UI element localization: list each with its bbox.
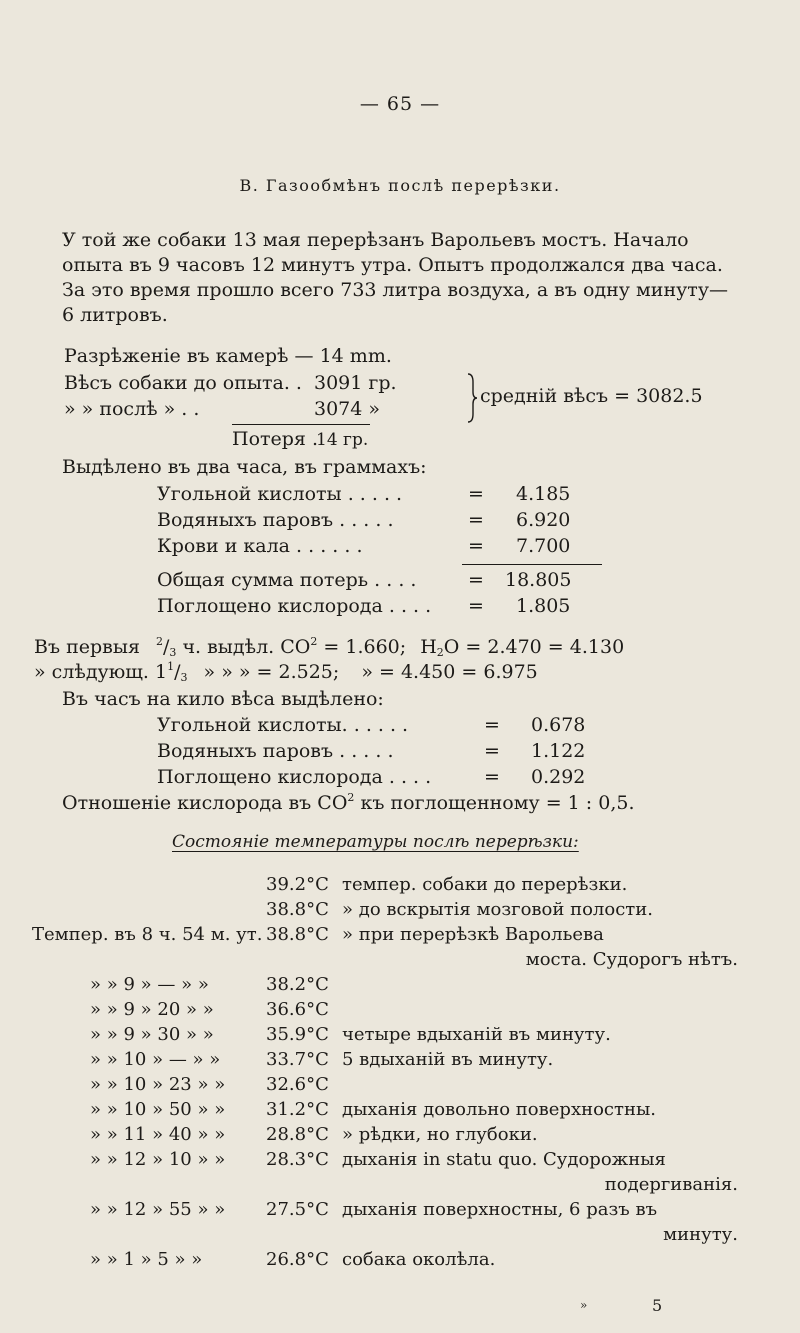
temp-time: » » 9 » 30 » » (90, 1024, 214, 1045)
excreted-value: 6.920 (516, 509, 571, 531)
temp-note: дыханія поверхностны, 6 разъ въ (342, 1199, 658, 1220)
temp-time: » » 9 » 20 » » (90, 999, 214, 1020)
mean-weight: средній вѣсъ = 3082.5 (480, 385, 703, 407)
water-value: » = 4.450 = 6.975 (361, 661, 538, 683)
hour-row-1: Въ первыя $^2/_3$ ч. выдѣл. $CO^2 = 1.660$; $H_2O = 2.470 = 4.130$ (34, 635, 625, 659)
temp-value: 38.8°C (266, 924, 329, 945)
temp-time: » » 10 » — » » (90, 1049, 221, 1070)
ratio-text: къ поглощенному = 1 : 0,5. (360, 792, 635, 814)
temp-value: 26.8°C (266, 1249, 329, 1270)
intro-line: опыта въ 9 часовъ 12 минутъ утра. Опытъ продолжался два часа. (62, 254, 723, 276)
temp-note: темпер. собаки до перерѣзки. (342, 874, 628, 895)
temp-time: » » 12 » 55 » » (90, 1199, 226, 1220)
fraction-numerator: 2 (156, 635, 164, 648)
divider (232, 424, 370, 425)
hour-row-2: » слѣдующ. $1^1/_3$ » » » = 2.525; » = 4.450 = 6.975 (34, 660, 538, 684)
equals-sign: = (484, 714, 500, 736)
per-kilo-value: 0.292 (531, 766, 586, 788)
excreted-value: 4.185 (516, 483, 571, 505)
temp-note: дыханія довольно поверхностны. (342, 1099, 657, 1120)
per-kilo-value: 0.678 (531, 714, 586, 736)
fraction-numerator: 1 (167, 660, 175, 673)
per-kilo-label: Угольной кислоты. . . . . . (157, 714, 409, 736)
page-number: — 65 — (359, 93, 441, 115)
temp-time: » » 9 » — » » (90, 974, 209, 995)
temp-note: » рѣдки, но глубоки. (342, 1124, 538, 1145)
temp-note: » при перерѣзкѣ Варольева (342, 924, 604, 945)
water-value: O = 2.470 = 4.130 (443, 636, 625, 658)
co2-value: » » » = 2.525; (203, 661, 340, 683)
water-label: H (420, 636, 437, 658)
signature-mark: » (580, 1298, 588, 1312)
weight-after-label: » » послѣ » . . (64, 398, 200, 420)
weight-before-value: 3091 гр. (314, 372, 397, 394)
excreted-label: Угольной кислоты . . . . . (157, 483, 403, 505)
fraction-denominator: 3 (169, 646, 177, 659)
weight-before-label: Вѣсъ собаки до опыта. . (64, 372, 302, 394)
hour-row-label: Въ первыя (34, 636, 140, 658)
signature-number: 5 (652, 1296, 663, 1315)
intro-line: За это время прошло всего 733 литра воздуха, а въ одну минуту— (62, 279, 729, 301)
equals-sign: = (468, 569, 484, 591)
weight-loss-value: 14 гр. (316, 430, 369, 450)
equals-sign: = (484, 740, 500, 762)
temp-time: » » 1 » 5 » » (90, 1249, 203, 1270)
temp-time: » » 11 » 40 » » (90, 1124, 226, 1145)
intro-line: У той же собаки 13 мая перерѣзанъ Варольевъ мостъ. Начало (62, 229, 689, 251)
temp-note: 5 вдыханій въ минуту. (342, 1049, 554, 1070)
brace-icon (466, 372, 478, 424)
excreted-value: 7.700 (516, 535, 571, 557)
equals-sign: = (484, 766, 500, 788)
temp-value: 39.2°C (266, 874, 329, 895)
excreted-title: Выдѣлено въ два часа, въ граммахъ: (62, 456, 427, 478)
temp-value: 36.6°C (266, 999, 329, 1020)
equals-sign: = (468, 595, 484, 617)
temp-value: 33.7°C (266, 1049, 329, 1070)
equals-sign: = (468, 483, 484, 505)
temp-value: 38.8°C (266, 899, 329, 920)
temp-value: 27.5°C (266, 1199, 329, 1220)
per-kilo-label: Поглощено кислорода . . . . (157, 766, 432, 788)
co2-label: ч. выдѣл. CO (182, 636, 311, 658)
temp-value: 32.6°C (266, 1074, 329, 1095)
temp-note-continuation: минуту. (663, 1224, 738, 1245)
temp-value: 28.8°C (266, 1124, 329, 1145)
equals-sign: = (468, 535, 484, 557)
temp-note-continuation: подергиванія. (604, 1174, 738, 1195)
total-label: Общая сумма потерь . . . . (157, 569, 417, 591)
excreted-label: Водяныхъ паровъ . . . . . (157, 509, 394, 531)
oxygen-label: Поглощено кислорода . . . . (157, 595, 432, 617)
temp-value: 31.2°C (266, 1099, 329, 1120)
temp-value: 35.9°C (266, 1024, 329, 1045)
per-kilo-value: 1.122 (531, 740, 586, 762)
temp-time: » » 10 » 50 » » (90, 1099, 226, 1120)
co2-value: = 1.660; (323, 636, 407, 658)
oxygen-value: 1.805 (516, 595, 571, 617)
total-value: 18.805 (505, 569, 572, 591)
section-heading: B. Газообмѣнъ послѣ перерѣзки. (239, 176, 561, 195)
intro-paragraph (62, 228, 742, 328)
temp-note: дыханія in statu quo. Судорожныя (342, 1149, 666, 1170)
hour-row-label: » слѣдующ. 1 (34, 661, 168, 683)
weight-after-value: 3074 » (314, 398, 381, 420)
intro-line: 6 литровъ. (62, 304, 168, 326)
temp-time: » » 12 » 10 » » (90, 1149, 226, 1170)
temp-note: » до вскрытія мозговой полости. (342, 899, 653, 920)
weight-loss-label: Потеря . (232, 428, 318, 450)
temp-note: собака околѣла. (342, 1249, 496, 1270)
temp-time: » » 10 » 23 » » (90, 1074, 226, 1095)
pressure-line: Разрѣженіе въ камерѣ — 14 mm. (64, 345, 392, 367)
temp-note: четыре вдыханій въ минуту. (342, 1024, 611, 1045)
per-kilo-title: Въ часъ на кило вѣса выдѣлено: (62, 688, 384, 710)
equals-sign: = (468, 509, 484, 531)
temp-time: Темпер. въ 8 ч. 54 м. ут. (32, 924, 263, 945)
excreted-label: Крови и кала . . . . . . (157, 535, 363, 557)
ratio-line: Отношеніе кислорода въ $CO^2$ къ поглощенному = 1 : 0,5. (62, 791, 635, 814)
temp-note-continuation: моста. Судорогъ нѣтъ. (525, 949, 738, 970)
fraction-denominator: 3 (180, 671, 188, 684)
ratio-text: Отношеніе кислорода въ CO (62, 792, 348, 814)
temp-value: 38.2°C (266, 974, 329, 995)
temp-value: 28.3°C (266, 1149, 329, 1170)
divider (462, 564, 602, 565)
per-kilo-label: Водяныхъ паровъ . . . . . (157, 740, 394, 762)
temperature-section-title: Состояніе температуры послѣ перерѣзки: (172, 832, 579, 852)
